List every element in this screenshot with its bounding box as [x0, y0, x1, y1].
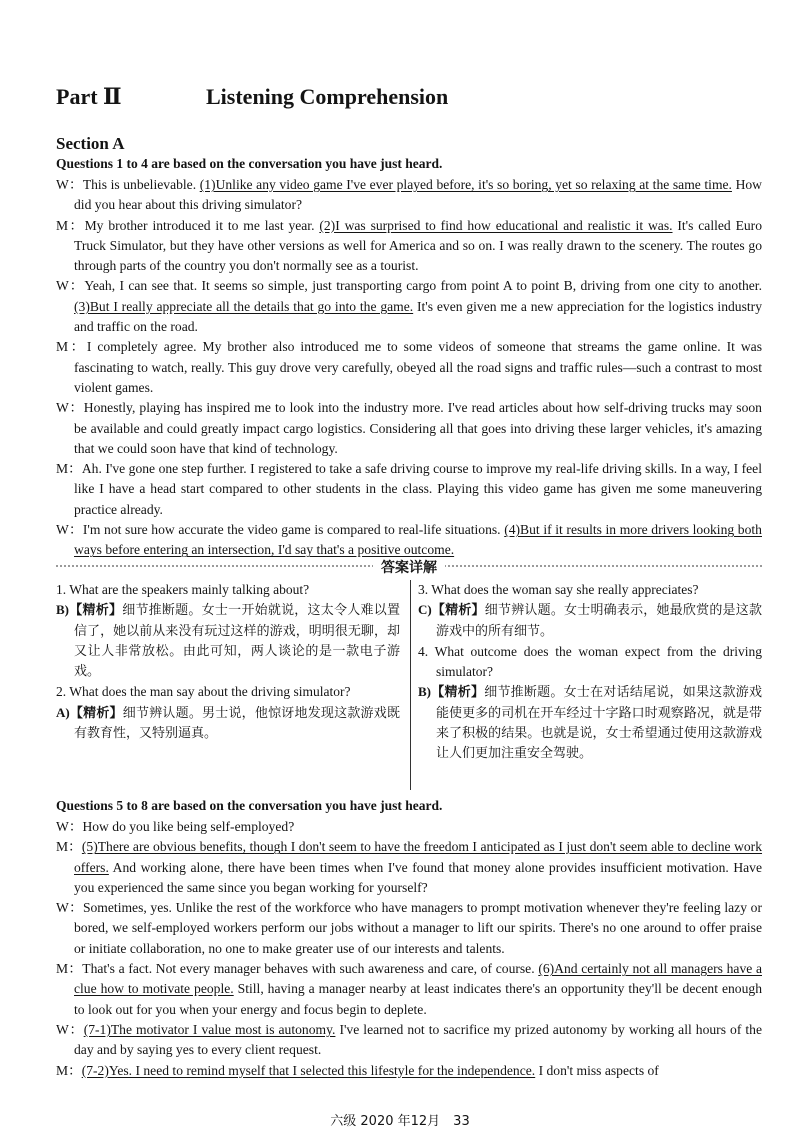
speaker-label: W： — [56, 1021, 84, 1037]
conversation-2-intro: Questions 5 to 8 are based on the conversation you have just heard. — [56, 798, 443, 813]
dialogue-line — [56, 216, 762, 277]
section-heading: Section A — [56, 134, 125, 153]
speaker-label: M： — [56, 1062, 82, 1078]
dialogue-text: I don't miss aspects of — [535, 1062, 659, 1078]
question-text: 1. What are the speakers mainly talking about? — [56, 582, 310, 597]
answer-explanation — [418, 682, 762, 764]
speaker-label: M： — [56, 217, 85, 233]
analysis-text: 细节推断题。女士在对话结尾说，如果这款游戏能使更多的司机在开车经过十字路口时观察路况，就是带来了积极的结果。也就是说，女士希望通过使用这款游戏让人们更加注重安全驾驶。 — [436, 685, 762, 762]
dialogue-text: Ah. I've gone one step further. I registered to take a safe driving course to improve my real-life driving skills. In a way, I feel like I have a head start compared to other students in the class. Playing this video game has given me some maneuvering practice already. — [74, 461, 762, 517]
answer-explanation — [56, 703, 400, 745]
answers-right-column — [418, 580, 762, 765]
analysis-tag: 【精析】 — [431, 603, 485, 619]
dialogue-line — [56, 520, 762, 561]
analysis-text: 细节辨认题。男士说，他惊讶地发现这款游戏既有教育性，又特别逼真。 — [74, 705, 400, 742]
speaker-label: W： — [56, 522, 83, 538]
speaker-label: M： — [56, 839, 82, 855]
dialogue-line — [56, 175, 762, 216]
part-heading — [56, 84, 756, 110]
underlined-answer-text: (6)And certainly not all managers have a clue how to motivate people. — [74, 961, 762, 997]
speaker-label: W： — [56, 177, 83, 192]
dialogue-text: I've learned not to sacrifice my prized autonomy by working all hours of the day and by saying yes to every client request. — [74, 1021, 762, 1058]
answer-explanation — [56, 600, 400, 682]
analysis-text: 细节推断题。女士一开始就说，这太令人难以置信了，她以前从来没有玩过这样的游戏，明明很无聊，却又让人非常放松。由此可知，两人谈论的是一款电子游戏。 — [74, 603, 400, 680]
dialogue-line — [56, 1020, 762, 1061]
dialogue-line — [56, 459, 762, 520]
analysis-tag: 【精析】 — [69, 705, 123, 721]
conversation-1-intro: Questions 1 to 4 are based on the conversation you have just heard. — [56, 156, 443, 171]
dialogue-text: I'm not sure how accurate the video game is compared to real-life situations. — [82, 522, 505, 538]
dialogue-text: That's a fact. Not every manager behaves with such awareness and care, of course. — [82, 961, 539, 977]
dialogue-text: It's even given me a new appreciation for the logistics industry and traffic on the road. — [74, 298, 762, 335]
dialogue-line — [56, 837, 762, 898]
answers-left-column — [56, 580, 400, 744]
page-footer: 六级 2020 年12月 33 — [330, 1114, 470, 1129]
speaker-label: M： — [56, 339, 87, 355]
analysis-tag: 【精析】 — [431, 685, 485, 701]
answer-choice: B) — [418, 684, 431, 700]
speaker-label: M： — [56, 461, 82, 477]
answers-header — [56, 557, 762, 575]
speaker-label: W： — [56, 900, 83, 916]
analysis-tag: 【精析】 — [69, 603, 123, 619]
dialogue-text: How do you like being self-employed? — [82, 819, 295, 834]
dialogue-text: Still, having a manager nearby at least indicates there's an opportunity they'll be decent enough to look out for you when your energy and focus begin to deplete. — [74, 981, 762, 1017]
conversation-1-transcript — [56, 175, 762, 561]
answers-columns — [56, 580, 762, 790]
dialogue-line — [56, 337, 762, 398]
speaker-label: W： — [56, 400, 84, 416]
dialogue-text: And working alone, there have been times when I've found that money alone provides insufficient motivation. Have you experienced the same since you began working for yourself? — [74, 859, 762, 895]
part-number: Part Ⅱ — [56, 84, 122, 109]
dialogue-line — [56, 398, 762, 459]
underlined-answer-text: (2)I was surprised to find how educational and realistic it was. — [319, 217, 673, 233]
dialogue-line — [56, 276, 762, 337]
dialogue-line — [56, 817, 762, 837]
analysis-text: 细节辨认题。女士明确表示，她最欣赏的是这款游戏中的所有细节。 — [436, 603, 762, 639]
dialogue-text: My brother introduced it to me last year. — [84, 217, 320, 233]
underlined-answer-text: (1)Unlike any video game I've ever played before, it's so boring, yet so relaxing at the same time. — [199, 177, 732, 192]
dialogue-text: This is unbelievable. — [82, 177, 200, 192]
dialogue-text: Yeah, I can see that. It seems so simple, just transporting cargo from point A to point B, driving from one city to another. — [84, 278, 762, 294]
speaker-label: M： — [56, 961, 83, 977]
question-text: 2. What does the man say about the driving simulator? — [56, 684, 351, 700]
question-text: 3. What does the woman say she really appreciates? — [418, 582, 699, 597]
speaker-label: W： — [56, 819, 83, 834]
underlined-answer-text: (7-1)The motivator I value most is autonomy. — [83, 1021, 336, 1037]
underlined-answer-text: (5)There are obvious benefits, though I don't seem to have the freedom I anticipated as I just don't seem able to decline work offers. — [74, 839, 763, 875]
dialogue-text: I completely agree. My brother also introduced me to some videos of someone that streams the game online. It was fascinating to watch, really. This guy drove very carefully, obeyed all the road signs and traffic rules—such a contrast to most violent games. — [74, 339, 762, 395]
underlined-answer-text: (7-2)Yes. I need to remind myself that I selected this lifestyle for the independence. — [81, 1062, 536, 1078]
dialogue-text: How did you hear about this driving simulator? — [74, 177, 762, 213]
underlined-answer-text: (3)But I really appreciate all the details that go into the game. — [74, 298, 414, 314]
question-text: 4. What outcome does the woman expect from the driving simulator? — [418, 643, 762, 680]
dialogue-line — [56, 898, 762, 959]
dialogue-text: Sometimes, yes. Unlike the rest of the workforce who have managers to prompt motivation whenever they're feeling lazy or bored, we self-employed workers perform our jobs without a manager to lift our spirits. There's no one around to offer praise or initiate collaboration, no one to make greater use of our interests and talents. — [74, 900, 762, 956]
dialogue-text: It's called Euro Truck Simulator, but they have other versions as well for America and so on. I was really drawn to the scenery. The routes go through parts of the country you don't normally see as a tourist. — [74, 217, 762, 274]
column-divider — [410, 580, 411, 790]
dialogue-text: Honestly, playing has inspired me to look into the industry more. I've read articles about how self-driving trucks may soon be available and could greatly impact cargo logistics. Considering all that goes into driving these larger vehicles, it's amazing that we could soon have that kind of technology. — [74, 400, 762, 456]
dialogue-line — [56, 1061, 762, 1081]
part-title: Listening Comprehension — [206, 84, 449, 109]
speaker-label: W： — [56, 278, 85, 294]
conversation-2-transcript — [56, 817, 762, 1081]
answer-choice: A) — [56, 704, 70, 720]
underlined-answer-text: (4)But if it results in more drivers looking both ways before entering an intersection, I'd say that's a positive outcome. — [74, 522, 762, 558]
dialogue-line — [56, 959, 762, 1020]
answer-explanation — [418, 600, 762, 642]
answer-choice: B) — [56, 602, 69, 618]
answer-choice: C) — [418, 602, 432, 618]
answers-label: 答案详解 — [373, 557, 445, 577]
